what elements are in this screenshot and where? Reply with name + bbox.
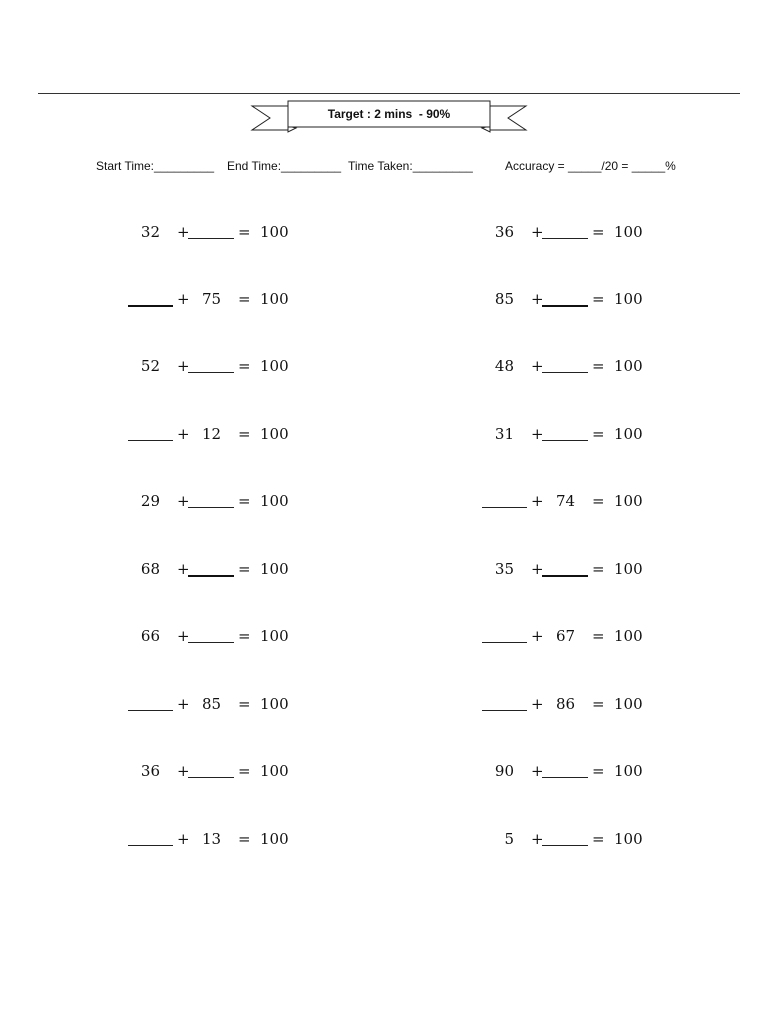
answer-blank[interactable] [188,372,234,373]
answer-blank[interactable] [128,440,173,441]
equals-sign: = [592,290,605,308]
sum-total: 100 [260,290,289,308]
plus-sign: + [177,762,190,780]
equation-row [128,223,298,243]
plus-sign: + [177,357,190,375]
equals-sign: = [238,695,251,713]
sum-total: 100 [614,695,643,713]
time-taken-field: Time Taken:_________ [348,159,473,173]
plus-sign: + [531,762,544,780]
equals-sign: = [592,695,605,713]
addend-a: 68 [140,560,160,578]
equation-row [128,695,298,715]
equation-row [482,830,652,850]
addend-a: 36 [494,223,514,241]
equals-sign: = [592,830,605,848]
plus-sign: + [177,223,190,241]
answer-blank[interactable] [482,710,527,711]
answer-blank[interactable] [482,507,527,508]
answer-blank[interactable] [188,777,234,778]
answer-blank[interactable] [188,575,234,577]
equals-sign: = [238,627,251,645]
equals-sign: = [238,357,251,375]
answer-blank[interactable] [542,440,588,441]
sum-total: 100 [614,560,643,578]
equals-sign: = [592,425,605,443]
sum-total: 100 [260,762,289,780]
sum-total: 100 [614,290,643,308]
equals-sign: = [592,627,605,645]
top-rule [38,93,740,94]
sum-total: 100 [260,425,289,443]
answer-blank[interactable] [128,305,173,307]
equals-sign: = [238,290,251,308]
equation-row [128,357,298,377]
addend-a: 85 [494,290,514,308]
answer-blank[interactable] [542,845,588,846]
answer-blank[interactable] [542,777,588,778]
sum-total: 100 [614,357,643,375]
addend-b: 74 [556,492,576,510]
sum-total: 100 [614,762,643,780]
equation-row [482,223,652,243]
sum-total: 100 [260,695,289,713]
equation-row [128,627,298,647]
equation-row [482,492,652,512]
equals-sign: = [592,223,605,241]
plus-sign: + [177,695,190,713]
equation-row [482,425,652,445]
sum-total: 100 [614,830,643,848]
plus-sign: + [531,492,544,510]
addend-a: 48 [494,357,514,375]
addend-b: 86 [556,695,576,713]
addend-b: 67 [556,627,576,645]
addend-a: 66 [140,627,160,645]
plus-sign: + [531,290,544,308]
answer-blank[interactable] [542,575,588,577]
equation-row [128,830,298,850]
answer-blank[interactable] [542,372,588,373]
equation-row [482,627,652,647]
plus-sign: + [177,425,190,443]
equals-sign: = [238,830,251,848]
addend-b: 75 [202,290,222,308]
addend-a: 36 [140,762,160,780]
addend-a: 52 [140,357,160,375]
equation-row [482,290,652,310]
equals-sign: = [238,560,251,578]
addend-b: 13 [202,830,222,848]
plus-sign: + [531,223,544,241]
sum-total: 100 [614,492,643,510]
addend-a: 5 [504,830,514,848]
plus-sign: + [177,627,190,645]
equals-sign: = [238,223,251,241]
plus-sign: + [177,492,190,510]
equals-sign: = [592,492,605,510]
sum-total: 100 [260,830,289,848]
addend-a: 90 [494,762,514,780]
equation-row [128,492,298,512]
plus-sign: + [531,627,544,645]
equation-row [128,560,298,580]
answer-blank[interactable] [128,845,173,846]
answer-blank[interactable] [542,238,588,239]
equation-row [128,425,298,445]
plus-sign: + [177,560,190,578]
sum-total: 100 [260,223,289,241]
answer-blank[interactable] [128,710,173,711]
equals-sign: = [238,425,251,443]
sum-total: 100 [614,425,643,443]
sum-total: 100 [260,492,289,510]
addend-a: 32 [140,223,160,241]
plus-sign: + [177,290,190,308]
plus-sign: + [177,830,190,848]
sum-total: 100 [614,627,643,645]
equals-sign: = [238,492,251,510]
equals-sign: = [592,560,605,578]
accuracy-field: Accuracy = _____/20 = _____% [505,159,676,173]
equation-row [128,762,298,782]
addend-b: 12 [202,425,222,443]
equation-row [482,695,652,715]
sum-total: 100 [260,560,289,578]
plus-sign: + [531,560,544,578]
answer-blank[interactable] [188,642,234,643]
equation-row [482,357,652,377]
sum-total: 100 [614,223,643,241]
equals-sign: = [592,357,605,375]
sum-total: 100 [260,627,289,645]
addend-a: 29 [140,492,160,510]
equals-sign: = [238,762,251,780]
sum-total: 100 [260,357,289,375]
addend-b: 85 [202,695,222,713]
plus-sign: + [531,695,544,713]
plus-sign: + [531,357,544,375]
addend-a: 31 [494,425,514,443]
equation-row [482,560,652,580]
equals-sign: = [592,762,605,780]
target-label: Target : 2 mins - 90% [327,107,451,121]
plus-sign: + [531,425,544,443]
answer-blank[interactable] [188,507,234,508]
end-time-field: End Time:_________ [227,159,342,173]
plus-sign: + [531,830,544,848]
answer-blank[interactable] [482,642,527,643]
answer-blank[interactable] [542,305,588,307]
equation-row [128,290,298,310]
target-banner [250,98,528,138]
equation-row [482,762,652,782]
answer-blank[interactable] [188,238,234,239]
addend-a: 35 [494,560,514,578]
start-time-field: Start Time:_________ [96,159,215,173]
